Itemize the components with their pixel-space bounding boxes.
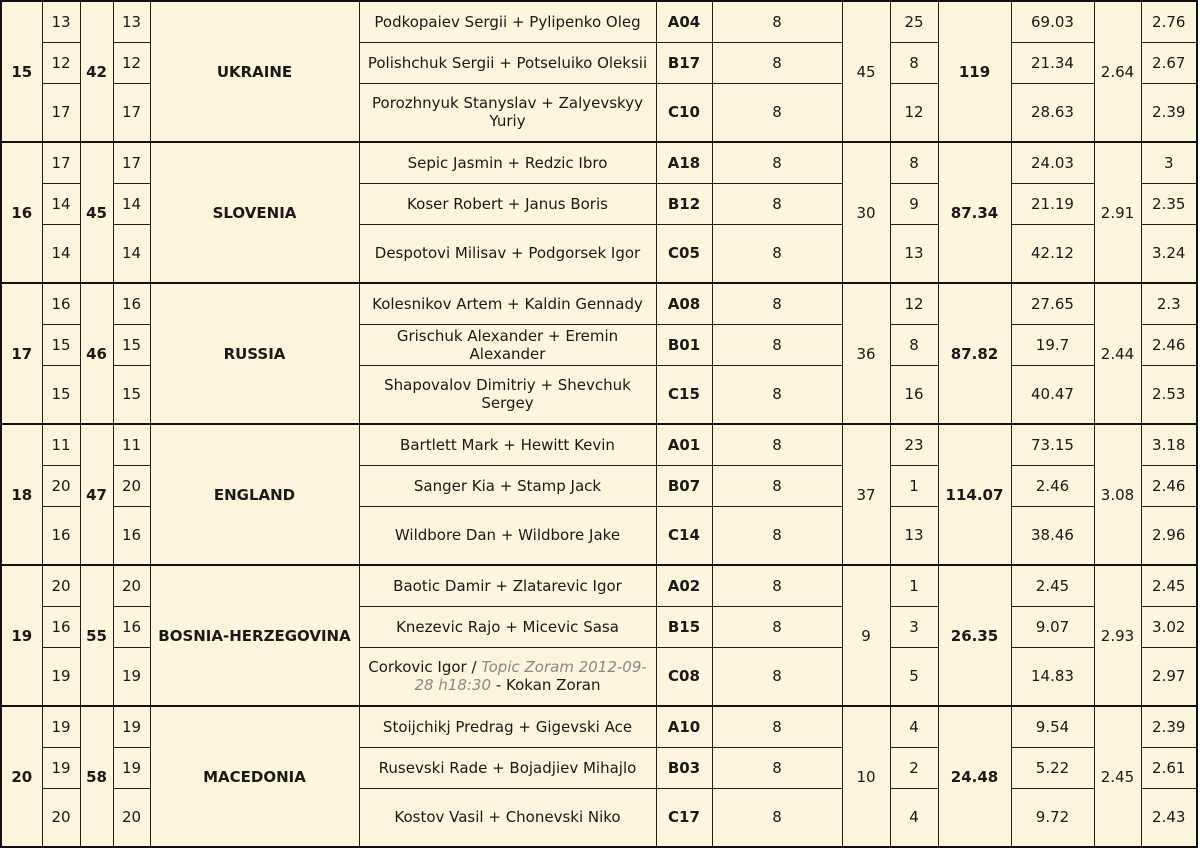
pair-rank: 14 xyxy=(42,224,80,283)
pair-names xyxy=(359,224,656,283)
games-count: 8 xyxy=(712,42,842,83)
pair-rank: 19 xyxy=(42,647,80,706)
pair-place: 1 xyxy=(890,465,938,506)
pair-average: 3.18 xyxy=(1141,424,1197,465)
table-code: B17 xyxy=(656,42,712,83)
pair-place: 13 xyxy=(890,224,938,283)
pair-names xyxy=(359,424,656,465)
pair-score: 5.22 xyxy=(1011,747,1094,788)
games-count: 8 xyxy=(712,647,842,706)
pair-names-text: Shapovalov Dimitriy + Shevchuk Sergey xyxy=(384,376,631,413)
pair-average: 2.43 xyxy=(1141,788,1197,847)
pair-names xyxy=(359,747,656,788)
pair-names xyxy=(359,465,656,506)
pair-names-text: Corkovic Igor / xyxy=(368,658,482,677)
pair-average: 2.61 xyxy=(1141,747,1197,788)
pair-rank-repeat: 16 xyxy=(113,283,150,324)
table-code: A01 xyxy=(656,424,712,465)
country-name: MACEDONIA xyxy=(150,706,359,847)
pair-names-text: Stoijchikj Predrag + Gigevski Ace xyxy=(382,717,633,736)
pair-score: 28.63 xyxy=(1011,83,1094,142)
pair-average: 3 xyxy=(1141,142,1197,183)
pair-names-text: Koser Robert + Janus Boris xyxy=(407,194,608,213)
games-count: 8 xyxy=(712,606,842,647)
pair-rank-repeat: 14 xyxy=(113,183,150,224)
pair-place: 16 xyxy=(890,365,938,424)
pair-score: 38.46 xyxy=(1011,506,1094,565)
team-rank: 19 xyxy=(1,565,42,706)
pair-score: 42.12 xyxy=(1011,224,1094,283)
pair-rank-repeat: 19 xyxy=(113,706,150,747)
pair-rank: 16 xyxy=(42,606,80,647)
pair-place: 8 xyxy=(890,42,938,83)
pair-place: 4 xyxy=(890,788,938,847)
team-total: 26.35 xyxy=(938,565,1011,706)
pair-score: 14.83 xyxy=(1011,647,1094,706)
games-count: 8 xyxy=(712,1,842,42)
table-code: C17 xyxy=(656,788,712,847)
team-average: 2.91 xyxy=(1094,142,1141,283)
team-average: 2.64 xyxy=(1094,1,1141,142)
pair-names-text: Knezevic Rajo + Micevic Sasa xyxy=(396,617,619,636)
pair-rank-repeat: 17 xyxy=(113,83,150,142)
pair-names-text: Baotic Damir + Zlatarevic Igor xyxy=(393,576,622,595)
pair-rank: 14 xyxy=(42,183,80,224)
team-average: 2.44 xyxy=(1094,283,1141,424)
pair-rank-repeat: 20 xyxy=(113,788,150,847)
table-code: B15 xyxy=(656,606,712,647)
pair-names-text: Podkopaiev Sergii + Pylipenko Oleg xyxy=(374,12,641,31)
pair-score: 21.34 xyxy=(1011,42,1094,83)
pair-place: 23 xyxy=(890,424,938,465)
pair-average: 2.53 xyxy=(1141,365,1197,424)
pair-names-text: Polishchuk Sergii + Potseluiko Oleksii xyxy=(367,53,648,72)
team-rank: 17 xyxy=(1,283,42,424)
pair-names-text: Sepic Jasmin + Redzic Ibro xyxy=(407,153,608,172)
table-code: A04 xyxy=(656,1,712,42)
team-rank: 20 xyxy=(1,706,42,847)
games-count: 8 xyxy=(712,788,842,847)
pair-score: 40.47 xyxy=(1011,365,1094,424)
table-row xyxy=(1,706,1197,747)
team-rank: 18 xyxy=(1,424,42,565)
games-count: 8 xyxy=(712,365,842,424)
table-code: A18 xyxy=(656,142,712,183)
pair-names-text: Kostov Vasil + Chonevski Niko xyxy=(394,808,621,827)
pair-names-text: Kolesnikov Artem + Kaldin Gennady xyxy=(372,294,643,313)
pair-score: 27.65 xyxy=(1011,283,1094,324)
pair-score: 9.54 xyxy=(1011,706,1094,747)
country-name: SLOVENIA xyxy=(150,142,359,283)
pair-place: 1 xyxy=(890,565,938,606)
games-count: 8 xyxy=(712,283,842,324)
pair-rank-repeat: 11 xyxy=(113,424,150,465)
pair-average: 3.02 xyxy=(1141,606,1197,647)
pair-names xyxy=(359,83,656,142)
country-name: BOSNIA-HERZEGOVINA xyxy=(150,565,359,706)
sum-place: 36 xyxy=(842,283,890,424)
pair-score: 2.46 xyxy=(1011,465,1094,506)
team-total: 24.48 xyxy=(938,706,1011,847)
pair-names-text: Sanger Kia + Stamp Jack xyxy=(413,476,602,495)
team-average: 3.08 xyxy=(1094,424,1141,565)
table-row xyxy=(1,424,1197,465)
country-name: RUSSIA xyxy=(150,283,359,424)
team-total: 87.82 xyxy=(938,283,1011,424)
pair-names xyxy=(359,506,656,565)
games-count: 8 xyxy=(712,465,842,506)
pair-rank: 17 xyxy=(42,83,80,142)
pair-place: 9 xyxy=(890,183,938,224)
pair-names-text: Wildbore Dan + Wildbore Jake xyxy=(394,526,621,545)
team-average: 2.93 xyxy=(1094,565,1141,706)
games-count: 8 xyxy=(712,706,842,747)
sum-place: 9 xyxy=(842,565,890,706)
pair-names xyxy=(359,606,656,647)
table-code: B12 xyxy=(656,183,712,224)
games-count: 8 xyxy=(712,565,842,606)
pair-rank-repeat: 15 xyxy=(113,324,150,365)
pair-score: 24.03 xyxy=(1011,142,1094,183)
pair-score: 69.03 xyxy=(1011,1,1094,42)
country-name: UKRAINE xyxy=(150,1,359,142)
pair-rank: 13 xyxy=(42,1,80,42)
team-total: 87.34 xyxy=(938,142,1011,283)
pair-names xyxy=(359,706,656,747)
table-row xyxy=(1,142,1197,183)
pair-average: 2.76 xyxy=(1141,1,1197,42)
pair-rank: 20 xyxy=(42,465,80,506)
games-count: 8 xyxy=(712,424,842,465)
pair-score: 19.7 xyxy=(1011,324,1094,365)
table-body xyxy=(1,1,1197,847)
games-count: 8 xyxy=(712,224,842,283)
table-code: B01 xyxy=(656,324,712,365)
pair-average: 2.96 xyxy=(1141,506,1197,565)
pair-rank: 12 xyxy=(42,42,80,83)
sum-place: 30 xyxy=(842,142,890,283)
pair-place: 8 xyxy=(890,142,938,183)
pair-rank-repeat: 13 xyxy=(113,1,150,42)
table-code: C10 xyxy=(656,83,712,142)
team-rank-sum: 42 xyxy=(80,1,113,142)
games-count: 8 xyxy=(712,324,842,365)
pair-average: 2.39 xyxy=(1141,706,1197,747)
pair-average: 2.3 xyxy=(1141,283,1197,324)
pair-names-text: Grischuk Alexander + Eremin Alexander xyxy=(396,326,619,363)
pair-average: 2.46 xyxy=(1141,324,1197,365)
pair-average: 2.67 xyxy=(1141,42,1197,83)
pair-score: 9.07 xyxy=(1011,606,1094,647)
pair-rank: 17 xyxy=(42,142,80,183)
pair-rank: 20 xyxy=(42,565,80,606)
team-rank: 15 xyxy=(1,1,42,142)
games-count: 8 xyxy=(712,747,842,788)
table-row xyxy=(1,1,1197,42)
team-rank-sum: 47 xyxy=(80,424,113,565)
table-code: B07 xyxy=(656,465,712,506)
table-code: A08 xyxy=(656,283,712,324)
pair-average: 2.35 xyxy=(1141,183,1197,224)
pair-names xyxy=(359,283,656,324)
pair-place: 8 xyxy=(890,324,938,365)
pair-names xyxy=(359,647,656,706)
team-rank-sum: 55 xyxy=(80,565,113,706)
pair-names xyxy=(359,1,656,42)
pair-rank-repeat: 16 xyxy=(113,606,150,647)
table-code: C14 xyxy=(656,506,712,565)
pair-names xyxy=(359,565,656,606)
games-count: 8 xyxy=(712,506,842,565)
pair-place: 3 xyxy=(890,606,938,647)
pair-rank-repeat: 14 xyxy=(113,224,150,283)
pair-rank: 15 xyxy=(42,324,80,365)
pair-rank-repeat: 20 xyxy=(113,465,150,506)
pair-names xyxy=(359,324,656,365)
pair-names-text: Rusevski Rade + Bojadjiev Mihajlo xyxy=(378,758,637,777)
pair-rank-repeat: 20 xyxy=(113,565,150,606)
table-code: B03 xyxy=(656,747,712,788)
pair-names-text: Bartlett Mark + Hewitt Kevin xyxy=(400,435,615,454)
pair-rank: 19 xyxy=(42,706,80,747)
pair-names xyxy=(359,788,656,847)
team-rank: 16 xyxy=(1,142,42,283)
team-rank-sum: 46 xyxy=(80,283,113,424)
team-rank-sum: 45 xyxy=(80,142,113,283)
table-code: C08 xyxy=(656,647,712,706)
games-count: 8 xyxy=(712,183,842,224)
pair-names xyxy=(359,183,656,224)
sum-place: 37 xyxy=(842,424,890,565)
table-code: A02 xyxy=(656,565,712,606)
pair-rank-repeat: 15 xyxy=(113,365,150,424)
team-total: 119 xyxy=(938,1,1011,142)
pair-place: 25 xyxy=(890,1,938,42)
pair-average: 2.45 xyxy=(1141,565,1197,606)
pair-rank-repeat: 12 xyxy=(113,42,150,83)
pair-names xyxy=(359,142,656,183)
country-name: ENGLAND xyxy=(150,424,359,565)
team-total: 114.07 xyxy=(938,424,1011,565)
team-rank-sum: 58 xyxy=(80,706,113,847)
pair-place: 13 xyxy=(890,506,938,565)
pair-names-text: Despotovi Milisav + Podgorsek Igor xyxy=(374,244,641,263)
sum-place: 45 xyxy=(842,1,890,142)
pair-place: 5 xyxy=(890,647,938,706)
pair-score: 73.15 xyxy=(1011,424,1094,465)
pair-rank-repeat: 19 xyxy=(113,747,150,788)
pair-place: 12 xyxy=(890,283,938,324)
pair-rank: 16 xyxy=(42,283,80,324)
games-count: 8 xyxy=(712,83,842,142)
pair-place: 12 xyxy=(890,83,938,142)
pair-names xyxy=(359,42,656,83)
pair-average: 2.97 xyxy=(1141,647,1197,706)
sum-place: 10 xyxy=(842,706,890,847)
pair-place: 4 xyxy=(890,706,938,747)
pair-average: 2.46 xyxy=(1141,465,1197,506)
pair-names-text: Porozhnyuk Stanyslav + Zalyevskyy Yuriy xyxy=(372,94,643,131)
pair-names-end: - Kokan Zoran xyxy=(491,676,601,695)
table-row xyxy=(1,283,1197,324)
table-code: C05 xyxy=(656,224,712,283)
pair-rank: 20 xyxy=(42,788,80,847)
pair-rank-repeat: 19 xyxy=(113,647,150,706)
pair-average: 3.24 xyxy=(1141,224,1197,283)
pair-score: 9.72 xyxy=(1011,788,1094,847)
pair-edit-note: Topic Zoram 2012-09-28 h18:30 xyxy=(414,658,647,695)
pair-rank: 15 xyxy=(42,365,80,424)
pair-rank: 16 xyxy=(42,506,80,565)
pair-score: 2.45 xyxy=(1011,565,1094,606)
pair-rank: 19 xyxy=(42,747,80,788)
table-code: C15 xyxy=(656,365,712,424)
pair-average: 2.39 xyxy=(1141,83,1197,142)
team-average: 2.45 xyxy=(1094,706,1141,847)
games-count: 8 xyxy=(712,142,842,183)
table-code: A10 xyxy=(656,706,712,747)
pair-rank: 11 xyxy=(42,424,80,465)
pair-rank-repeat: 16 xyxy=(113,506,150,565)
pair-place: 2 xyxy=(890,747,938,788)
pair-rank-repeat: 17 xyxy=(113,142,150,183)
table-row xyxy=(1,565,1197,606)
pair-names xyxy=(359,365,656,424)
pair-score: 21.19 xyxy=(1011,183,1094,224)
